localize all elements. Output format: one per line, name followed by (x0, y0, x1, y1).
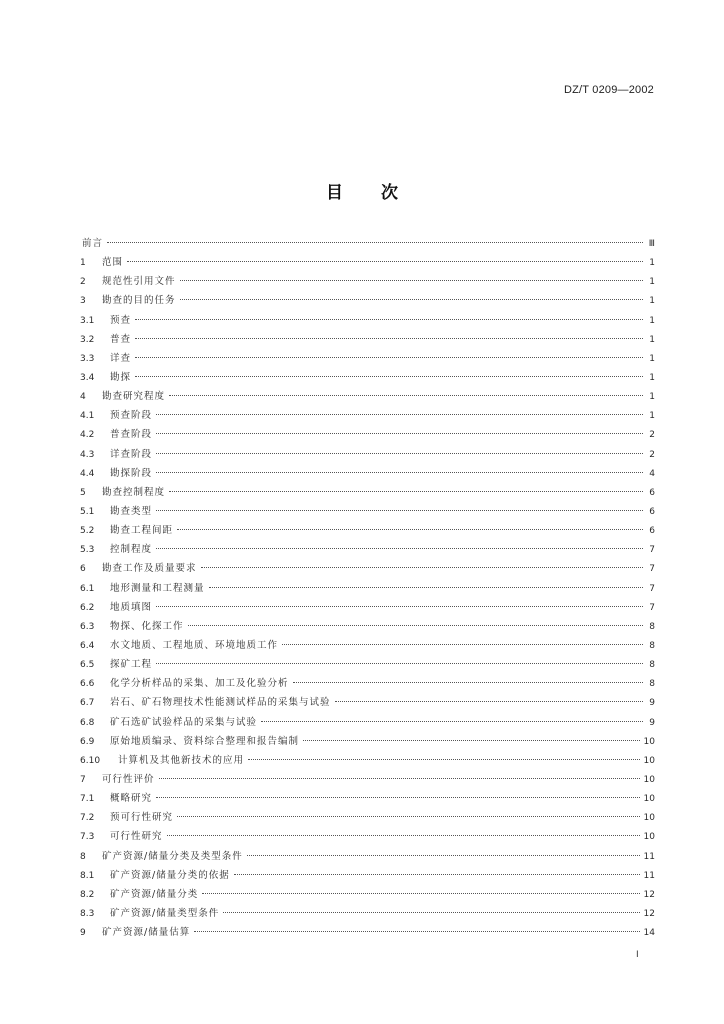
toc-entry-label: 矿产资源/储量分类的依据 (110, 869, 230, 881)
toc-leader-dots (156, 414, 643, 415)
toc-entry[interactable] (80, 464, 655, 483)
toc-entry-label: 勘查控制程度 (102, 486, 166, 498)
toc-entry[interactable] (80, 387, 655, 406)
toc-leader-dots (135, 376, 643, 377)
toc-leader-dots (223, 912, 639, 913)
toc-entry-page: 1 (649, 258, 655, 269)
toc-entry-number: 4.3 (80, 449, 95, 460)
toc-entry-label: 原始地质编录、资料综合整理和报告编制 (110, 735, 300, 747)
toc-leader-dots (156, 472, 643, 473)
toc-entry-page: 8 (649, 640, 655, 651)
toc-entry-number: 6.3 (80, 621, 95, 632)
toc-entry-page: 2 (649, 449, 655, 460)
toc-leader-dots (156, 606, 643, 607)
toc-entry[interactable] (80, 311, 655, 330)
toc-entry[interactable] (80, 579, 655, 598)
toc-entry[interactable] (80, 617, 655, 636)
toc-entry-label: 水文地质、工程地质、环境地质工作 (110, 639, 279, 651)
toc-entry[interactable] (80, 751, 655, 770)
toc-leader-dots (261, 721, 643, 722)
toc-entry[interactable] (80, 770, 655, 789)
toc-entry-number: 3 (80, 296, 86, 307)
toc-leader-dots (156, 663, 643, 664)
toc-entry-number: 5.2 (80, 526, 95, 537)
toc-leader-dots (248, 759, 640, 760)
toc-entry-label: 普查 (110, 333, 132, 345)
toc-entry-label: 勘查研究程度 (102, 391, 166, 403)
title-char-1: 目 (326, 183, 343, 203)
toc-entry-page: 11 (643, 870, 655, 881)
toc-entry-number: 8 (80, 851, 86, 862)
toc-entry-label: 详查阶段 (110, 448, 153, 460)
toc-entry-number: 7 (80, 774, 86, 785)
toc-entry-page: 1 (649, 296, 655, 307)
toc-leader-dots (282, 644, 643, 645)
toc-entry-page: 8 (649, 679, 655, 690)
toc-entry-label: 勘查工程间距 (110, 525, 174, 537)
toc-entry-page: 7 (649, 564, 655, 575)
toc-entry-label: 矿产资源/储量分类及类型条件 (102, 850, 243, 862)
table-of-contents (80, 234, 655, 942)
toc-leader-dots (127, 261, 643, 262)
toc-entry[interactable] (80, 253, 655, 272)
toc-entry-number: 3.2 (80, 334, 95, 345)
title-char-2: 次 (381, 183, 398, 203)
toc-leader-dots (156, 453, 643, 454)
toc-entry-number: 3.1 (80, 315, 95, 326)
toc-entry-number: 5.1 (80, 506, 95, 517)
toc-entry-number: 6.5 (80, 660, 95, 671)
toc-entry-page: 1 (649, 334, 655, 345)
toc-leader-dots (135, 319, 643, 320)
toc-entry[interactable] (80, 866, 655, 885)
toc-entry[interactable] (80, 655, 655, 674)
toc-entry-number: 8.2 (80, 889, 95, 900)
toc-entry-page: 6 (649, 506, 655, 517)
toc-entry[interactable] (80, 789, 655, 808)
toc-entry-page: 1 (649, 392, 655, 403)
toc-leader-dots (169, 395, 643, 396)
toc-entry-number: 6.8 (80, 717, 95, 728)
toc-entry-number: 6.7 (80, 698, 95, 709)
toc-entry-label: 普查阶段 (110, 429, 153, 441)
toc-entry[interactable] (80, 330, 655, 349)
toc-entry-number: 9 (80, 928, 86, 939)
toc-entry[interactable] (80, 425, 655, 444)
toc-entry-number: 7.3 (80, 832, 95, 843)
toc-entry-label: 前言 (82, 238, 104, 249)
toc-entry[interactable] (80, 291, 655, 310)
toc-leader-dots (107, 242, 643, 243)
toc-entry[interactable] (80, 923, 655, 942)
toc-entry[interactable] (80, 636, 655, 655)
toc-entry-label: 勘查类型 (110, 505, 153, 517)
toc-entry-page: 8 (649, 621, 655, 632)
toc-entry-page: 7 (649, 583, 655, 594)
toc-entry[interactable] (80, 234, 655, 253)
toc-entry-page: 1 (649, 315, 655, 326)
toc-entry-page: 1 (649, 411, 655, 422)
toc-entry-page: 10 (643, 736, 655, 747)
toc-leader-dots (169, 491, 643, 492)
standard-code: DZ/T 0209—2002 (563, 84, 654, 96)
toc-entry-label: 可行性研究 (110, 831, 163, 843)
toc-entry[interactable] (80, 598, 655, 617)
toc-entry-label: 勘探阶段 (110, 467, 153, 479)
toc-entry[interactable] (80, 521, 655, 540)
toc-leader-dots (167, 835, 640, 836)
toc-entry-page: 10 (643, 832, 655, 843)
toc-entry-label: 矿产资源/储量类型条件 (110, 907, 220, 919)
toc-entry-number: 4.4 (80, 468, 95, 479)
toc-leader-dots (156, 797, 640, 798)
toc-entry-page: 6 (649, 526, 655, 537)
toc-entry-number: 1 (80, 258, 86, 269)
toc-entry-page: 10 (643, 774, 655, 785)
toc-entry-number: 8.1 (80, 870, 95, 881)
toc-entry-page: 10 (643, 813, 655, 824)
toc-entry-number: 7.2 (80, 813, 95, 824)
toc-entry-label: 详查 (110, 352, 132, 364)
toc-entry-label: 计算机及其他新技术的应用 (118, 754, 245, 766)
toc-leader-dots (135, 338, 643, 339)
toc-leader-dots (177, 529, 643, 530)
toc-leader-dots (156, 548, 643, 549)
toc-entry-number: 6.9 (80, 736, 95, 747)
toc-entry-page: 8 (649, 660, 655, 671)
toc-leader-dots (201, 567, 643, 568)
toc-entry[interactable] (80, 885, 655, 904)
toc-leader-dots (293, 682, 643, 683)
toc-entry-number: 4.1 (80, 411, 95, 422)
toc-entry[interactable] (80, 445, 655, 464)
toc-leader-dots (156, 510, 643, 511)
toc-entry[interactable] (80, 808, 655, 827)
toc-entry-page: 4 (649, 468, 655, 479)
toc-entry-page: 14 (643, 928, 655, 939)
toc-entry[interactable] (80, 368, 655, 387)
toc-entry-page: 6 (649, 487, 655, 498)
toc-entry-number: 8.3 (80, 908, 95, 919)
toc-leader-dots (177, 816, 640, 817)
toc-leader-dots (209, 587, 643, 588)
toc-entry[interactable] (80, 540, 655, 559)
toc-leader-dots (234, 874, 640, 875)
toc-entry-page: 1 (649, 372, 655, 383)
toc-leader-dots (303, 740, 640, 741)
toc-entry-number: 6.1 (80, 583, 95, 594)
footer-page-number: I (636, 950, 639, 960)
toc-leader-dots (156, 433, 643, 434)
toc-entry-page: 11 (643, 851, 655, 862)
toc-entry[interactable] (80, 847, 655, 866)
toc-entry-label: 岩石、矿石物理技术性能测试样品的采集与试验 (110, 697, 331, 709)
toc-leader-dots (194, 931, 639, 932)
toc-entry-label: 概略研究 (110, 793, 153, 805)
toc-entry-page: 12 (643, 908, 655, 919)
toc-leader-dots (159, 778, 640, 779)
toc-entry-number: 6.10 (80, 755, 101, 766)
toc-entry-label: 预查阶段 (110, 410, 153, 422)
toc-entry-label: 地质填图 (110, 601, 153, 613)
toc-entry[interactable] (80, 483, 655, 502)
toc-entry-label: 勘探 (110, 371, 132, 383)
toc-entry-label: 可行性评价 (102, 773, 155, 785)
toc-leader-dots (135, 357, 643, 358)
toc-entry[interactable] (80, 502, 655, 521)
toc-entry-label: 矿石选矿试验样品的采集与试验 (110, 716, 258, 728)
toc-entry-label: 矿产资源/储量估算 (102, 927, 191, 939)
toc-leader-dots (180, 299, 643, 300)
toc-entry[interactable] (80, 732, 655, 751)
toc-entry[interactable] (80, 674, 655, 693)
toc-entry-number: 6.4 (80, 640, 95, 651)
toc-entry-label: 预可行性研究 (110, 812, 174, 824)
toc-leader-dots (188, 625, 643, 626)
toc-entry[interactable] (80, 272, 655, 291)
toc-leader-dots (335, 701, 643, 702)
toc-entry-label: 预查 (110, 314, 132, 326)
toc-entry-page: 2 (649, 430, 655, 441)
toc-entry-page: 9 (649, 717, 655, 728)
toc-entry-label: 范围 (102, 257, 124, 269)
toc-entry-page: 10 (643, 794, 655, 805)
toc-entry[interactable] (80, 406, 655, 425)
toc-entry-page: 1 (649, 277, 655, 288)
toc-entry-page: 12 (643, 889, 655, 900)
toc-entry-page: 7 (649, 545, 655, 556)
toc-entry-number: 5 (80, 487, 86, 498)
toc-entry-page: Ⅲ (648, 239, 655, 249)
toc-entry[interactable] (80, 713, 655, 732)
toc-entry-number: 6 (80, 564, 86, 575)
toc-entry-number: 2 (80, 277, 86, 288)
toc-entry-number: 3.4 (80, 372, 95, 383)
toc-entry-label: 探矿工程 (110, 659, 153, 671)
toc-entry-number: 3.3 (80, 353, 95, 364)
toc-leader-dots (180, 280, 643, 281)
toc-entry[interactable] (80, 904, 655, 923)
toc-entry-number: 7.1 (80, 794, 95, 805)
page-title (0, 178, 724, 203)
toc-entry-label: 控制程度 (110, 544, 153, 556)
toc-entry-label: 勘查工作及质量要求 (102, 563, 197, 575)
toc-entry-label: 地形测量和工程测量 (110, 582, 205, 594)
toc-entry-number: 6.6 (80, 679, 95, 690)
toc-entry-page: 7 (649, 602, 655, 613)
toc-entry-number: 5.3 (80, 545, 95, 556)
toc-leader-dots (247, 855, 640, 856)
toc-entry-page: 9 (649, 698, 655, 709)
toc-entry-label: 勘查的目的任务 (102, 295, 176, 307)
toc-entry-label: 矿产资源/储量分类 (110, 888, 199, 900)
toc-entry-page: 1 (649, 353, 655, 364)
toc-entry-number: 4 (80, 392, 86, 403)
toc-entry[interactable] (80, 693, 655, 712)
toc-entry-page: 10 (643, 755, 655, 766)
toc-leader-dots (202, 893, 639, 894)
toc-entry-label: 化学分析样品的采集、加工及化验分析 (110, 678, 289, 690)
toc-entry-label: 规范性引用文件 (102, 276, 176, 288)
toc-entry-number: 6.2 (80, 602, 95, 613)
toc-entry[interactable] (80, 559, 655, 578)
toc-entry[interactable] (80, 827, 655, 846)
toc-entry[interactable] (80, 349, 655, 368)
toc-entry-label: 物探、化探工作 (110, 620, 184, 632)
toc-entry-number: 4.2 (80, 430, 95, 441)
